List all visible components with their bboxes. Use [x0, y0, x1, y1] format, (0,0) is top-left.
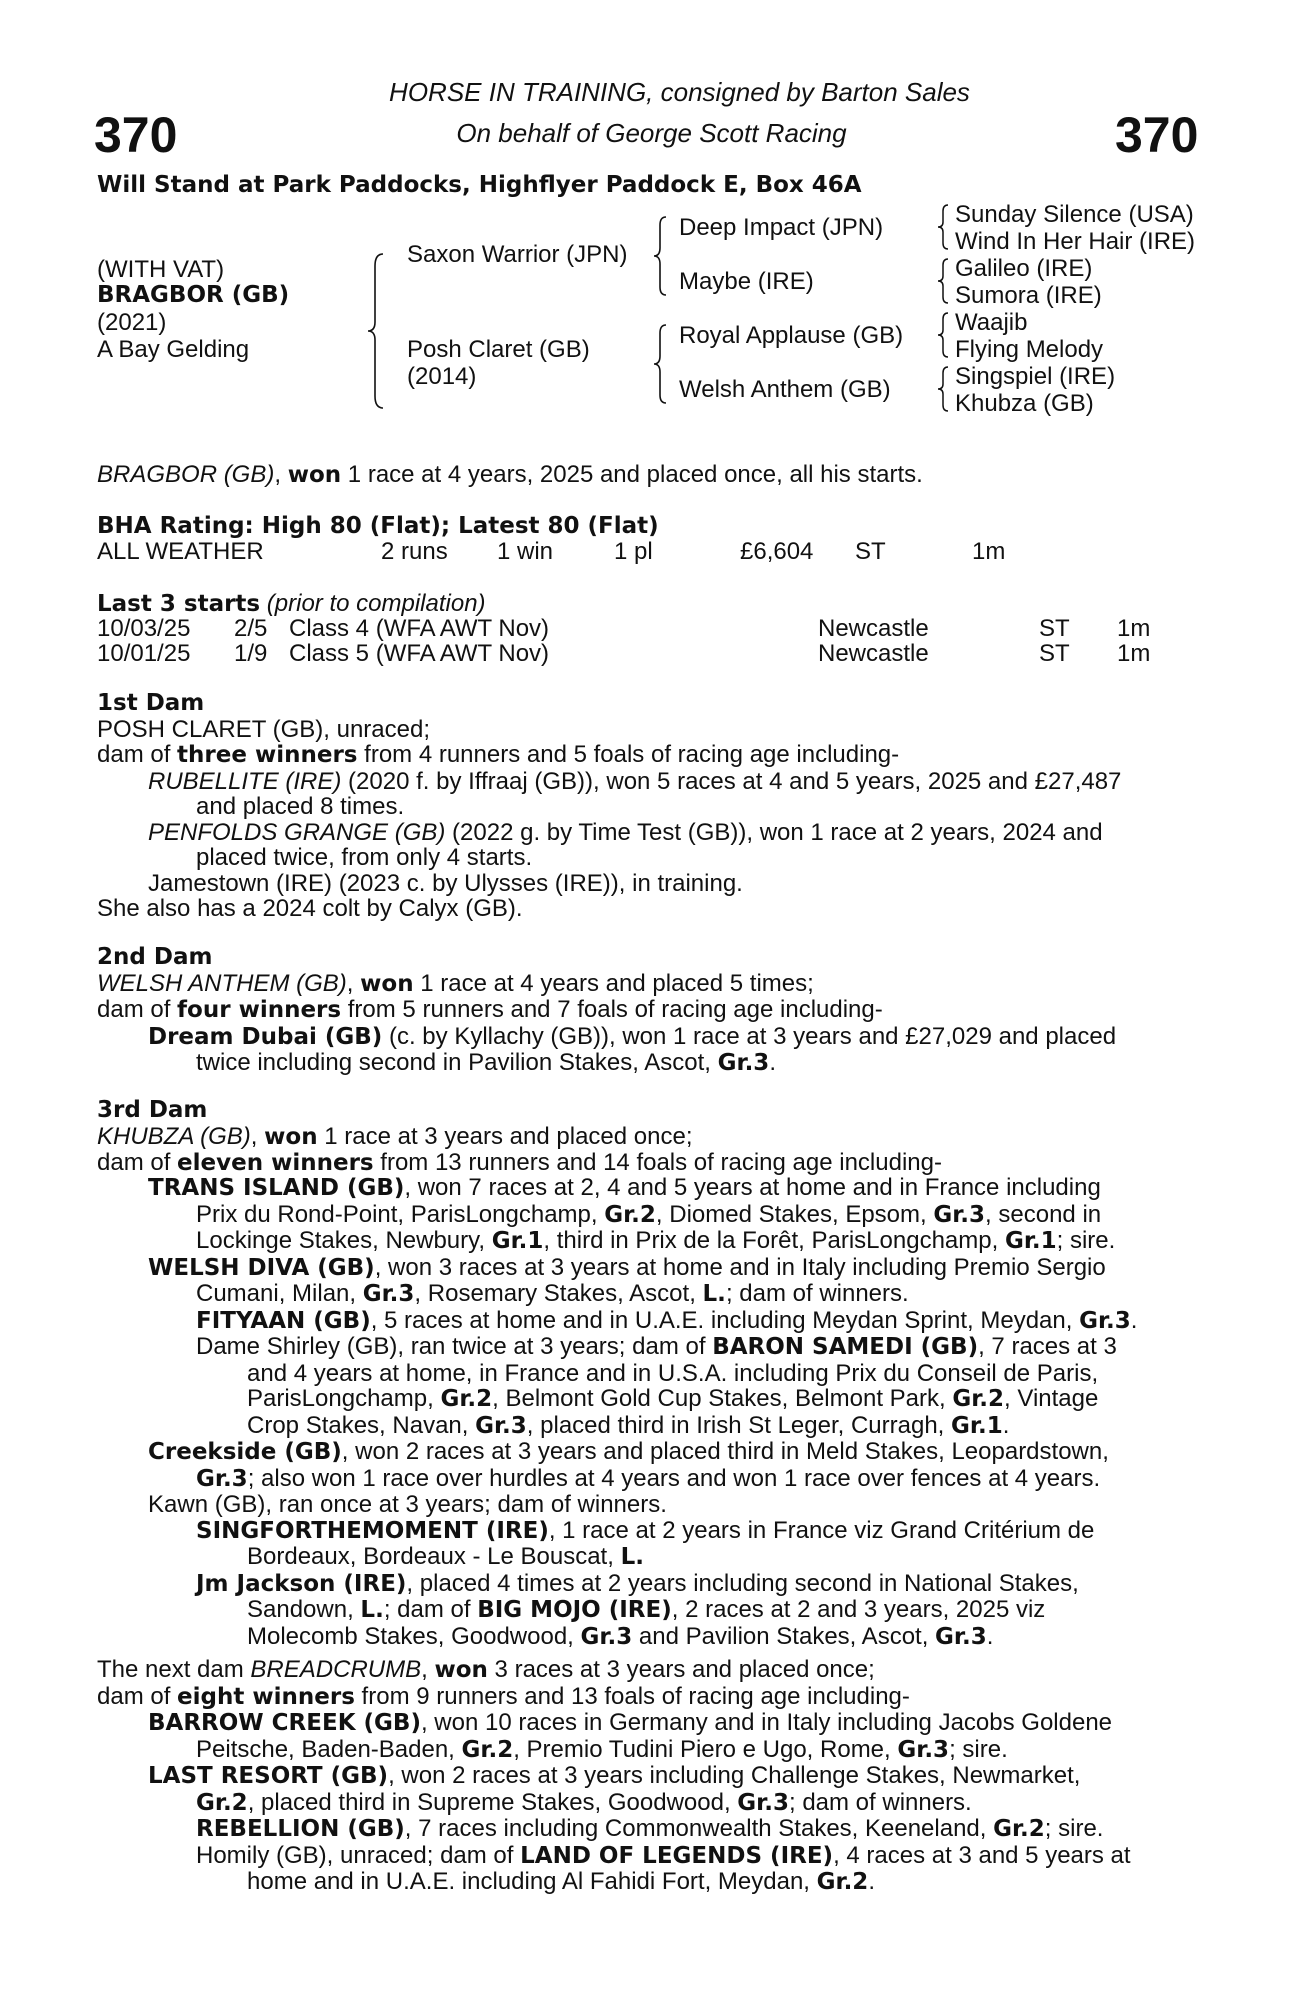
lot-number-left: 370 — [94, 107, 178, 163]
dam-line: POSH CLARET (GB), unraced; — [97, 715, 430, 743]
pedigree-brace-g3 — [934, 311, 952, 361]
pedigree-g3-7: Singspiel (IRE) — [955, 363, 1116, 390]
vat-status: (WITH VAT) — [97, 256, 225, 283]
last-starts-note: (prior to compilation) — [266, 590, 486, 617]
pedigree-g3-3: Galileo (IRE) — [955, 255, 1093, 282]
start-going: ST — [1039, 615, 1070, 642]
fourth-dam-section — [97, 1657, 1207, 1896]
start-race: Class 4 (WFA AWT Nov) — [289, 615, 550, 642]
pedigree-sire-sire: Deep Impact (JPN) — [679, 214, 884, 241]
list-item: BARROW CREEK (GB), won 10 races in Germany and in Italy including Jacobs Goldene Peitsche, Baden-Baden, Gr.2, Premio Tudini Piero e Ugo, Rome, Gr.3; sire. — [148, 1709, 1113, 1763]
record-surface: ALL WEATHER — [97, 538, 264, 565]
third-dam-section — [97, 1098, 1207, 1177]
section-title: 2nd Dam — [97, 944, 213, 970]
start-course: Newcastle — [818, 615, 929, 642]
horse-year: (2021) — [97, 309, 167, 336]
pedigree-dam-sire: Royal Applause (GB) — [679, 322, 904, 349]
start-date: 10/01/25 — [97, 640, 191, 667]
dam-note: She also has a 2024 colt by Calyx (GB). — [97, 895, 523, 922]
pedigree-sire: Saxon Warrior (JPN) — [407, 241, 628, 268]
record-distance: 1m — [972, 538, 1006, 565]
record-wins: 1 win — [497, 538, 554, 565]
pedigree-sire-dam: Maybe (IRE) — [679, 268, 814, 295]
section-title: 3rd Dam — [97, 1097, 208, 1123]
start-position: 1/9 — [234, 640, 268, 667]
section-title: 1st Dam — [97, 690, 205, 716]
start-distance: 1m — [1117, 640, 1151, 667]
list-item: Jm Jackson (IRE), placed 4 times at 2 years including second in National Stakes, Sandown, L.; dam of BIG MOJO (IRE), 2 races at 2 and 3 years, 2025 viz Molecomb Stakes, Goodwood, Gr.3 and Pavilion Stakes, Ascot, Gr.3. — [196, 1569, 1079, 1650]
last-starts-title: Last 3 starts — [97, 591, 261, 617]
lot-number-right: 370 — [1115, 107, 1199, 163]
horse-name: BRAGBOR (GB) — [97, 282, 290, 308]
pedigree-g3-5: Waajib — [955, 309, 1028, 336]
record-prize: £6,604 — [740, 538, 814, 565]
pedigree-brace-sire — [650, 215, 670, 297]
list-item: WELSH DIVA (GB), won 3 races at 3 years at home and in Italy including Premio Sergio Cumani, Milan, Gr.3, Rosemary Stakes, Ascot, L.; dam of winners. — [148, 1253, 1106, 1307]
list-item: Creekside (GB), won 2 races at 3 years and placed third in Meld Stakes, Leopardstown, Gr.3; also won 1 race over hurdles at 4 years and won 1 race over fences at 4 years. — [148, 1438, 1109, 1492]
pedigree-g3-2: Wind In Her Hair (IRE) — [955, 228, 1196, 255]
consignor-line: On behalf of George Scott Racing — [456, 118, 847, 148]
stabling-location: Will Stand at Park Paddocks, Highflyer Paddock E, Box 46A — [97, 172, 862, 198]
list-item: PENFOLDS GRANGE (GB) (2022 g. by Time Test (GB)), won 1 race at 2 years, 2024 and placed twice, from only 4 starts. — [148, 818, 1103, 871]
dam-produce-line: dam of four winners from 5 runners and 7 foals of racing age including- — [97, 996, 883, 1023]
record-runs: 2 runs — [381, 538, 448, 565]
summary-won: won — [287, 462, 342, 488]
pedigree-brace-main — [365, 252, 387, 410]
start-going: ST — [1039, 640, 1070, 667]
pedigree-dam-year: (2014) — [407, 363, 477, 390]
list-item: Dream Dubai (GB) (c. by Kyllachy (GB)), won 1 race at 3 years and £27,029 and placed twice including second in Pavilion Stakes, Ascot, Gr.3. — [148, 1022, 1117, 1076]
list-item: SINGFORTHEMOMENT (IRE), 1 race at 2 years in France viz Grand Critérium de Bordeaux, Bordeaux - Le Bouscat, L. — [196, 1516, 1095, 1570]
pedigree-brace-g2 — [934, 257, 952, 307]
list-item: FITYAAN (GB), 5 races at home and in U.A.E. including Meydan Sprint, Meydan, Gr.3. — [196, 1306, 1138, 1334]
list-item: TRANS ISLAND (GB), won 7 races at 2, 4 and 5 years at home and in France including Prix du Rond-Point, ParisLongchamp, Gr.2, Diomed Stakes, Epsom, Gr.3, second in Lockinge Stakes, Newbury, Gr.1, third in Prix de la Forêt, ParisLongchamp, Gr.1; sire. — [148, 1174, 1116, 1254]
first-dam-section — [97, 691, 1207, 922]
pedigree-g3-8: Khubza (GB) — [955, 390, 1094, 417]
list-item: Homily (GB), unraced; dam of LAND OF LEGENDS (IRE), 4 races at 3 and 5 years at home and in U.A.E. including Al Fahidi Fort, Meydan, Gr.2. — [196, 1841, 1131, 1895]
list-item: RUBELLITE (IRE) (2020 f. by Iffraaj (GB)), won 5 races at 4 and 5 years, 2025 and £27,487 and placed 8 times. — [148, 767, 1122, 820]
dam-produce-line: dam of eleven winners from 13 runners and 14 foals of racing age including- — [97, 1149, 942, 1176]
dam-line: KHUBZA (GB), won 1 race at 3 years and placed once; — [97, 1122, 693, 1150]
race-summary: BRAGBOR (GB), won 1 race at 4 years, 2025 and placed once, all his starts. — [97, 461, 923, 488]
list-item: Dame Shirley (GB), ran twice at 3 years; dam of BARON SAMEDI (GB), 7 races at 3 and 4 years at home, in France and in U.S.A. including Prix du Conseil de Paris, ParisLongchamp, Gr.2, Belmont Gold Cup Stakes, Belmont Park, Gr.2, Vintage Crop Stakes, Navan, Gr.3, placed third in Irish St Leger, Curragh, Gr.1. — [196, 1333, 1117, 1439]
dam-line: The next dam BREADCRUMB, won 3 races at 3 years and placed once; — [97, 1656, 875, 1683]
catalogue-title: HORSE IN TRAINING, consigned by Barton Sales — [389, 77, 970, 107]
start-distance: 1m — [1117, 615, 1151, 642]
horse-description: A Bay Gelding — [97, 336, 250, 363]
pedigree-g3-4: Sumora (IRE) — [955, 282, 1102, 309]
dam-produce-line: dam of three winners from 4 runners and 5 foals of racing age including- — [97, 741, 900, 768]
third-dam-produce — [97, 1175, 1207, 1650]
list-item: LAST RESORT (GB), won 2 races at 3 years including Challenge Stakes, Newmarket, Gr.2, placed third in Supreme Stakes, Goodwood, Gr.3; dam of winners. — [148, 1762, 1081, 1816]
pedigree-g3-6: Flying Melody — [955, 336, 1104, 363]
pedigree-brace-g4 — [934, 365, 952, 415]
start-course: Newcastle — [818, 640, 929, 667]
summary-horse-name: BRAGBOR (GB) — [97, 461, 275, 488]
start-race: Class 5 (WFA AWT Nov) — [289, 640, 550, 667]
list-item: Jamestown (IRE) (2023 c. by Ulysses (IRE)), in training. — [148, 869, 743, 897]
last-starts-heading — [97, 591, 486, 618]
pedigree-brace-dam — [650, 323, 670, 405]
pedigree-brace-g1 — [934, 203, 952, 253]
start-position: 2/5 — [234, 615, 268, 642]
bha-rating: BHA Rating: High 80 (Flat); Latest 80 (Flat) — [97, 513, 659, 539]
second-dam-section — [97, 945, 1207, 1077]
start-date: 10/03/25 — [97, 615, 191, 642]
record-going: ST — [855, 538, 886, 565]
list-item: Kawn (GB), ran once at 3 years; dam of winners. — [148, 1491, 667, 1518]
pedigree-g3-1: Sunday Silence (USA) — [955, 201, 1194, 228]
pedigree-dam-dam: Welsh Anthem (GB) — [679, 376, 891, 403]
dam-produce-line: dam of eight winners from 9 runners and 13 foals of racing age including- — [97, 1682, 910, 1710]
summary-text: 1 race at 4 years, 2025 and placed once, all his starts. — [341, 461, 923, 488]
dam-line: WELSH ANTHEM (GB), won 1 race at 4 years and placed 5 times; — [97, 969, 814, 997]
record-placed: 1 pl — [614, 538, 653, 565]
pedigree-dam: Posh Claret (GB) — [407, 336, 590, 363]
list-item: REBELLION (GB), 7 races including Commonwealth Stakes, Keeneland, Gr.2; sire. — [196, 1815, 1104, 1842]
